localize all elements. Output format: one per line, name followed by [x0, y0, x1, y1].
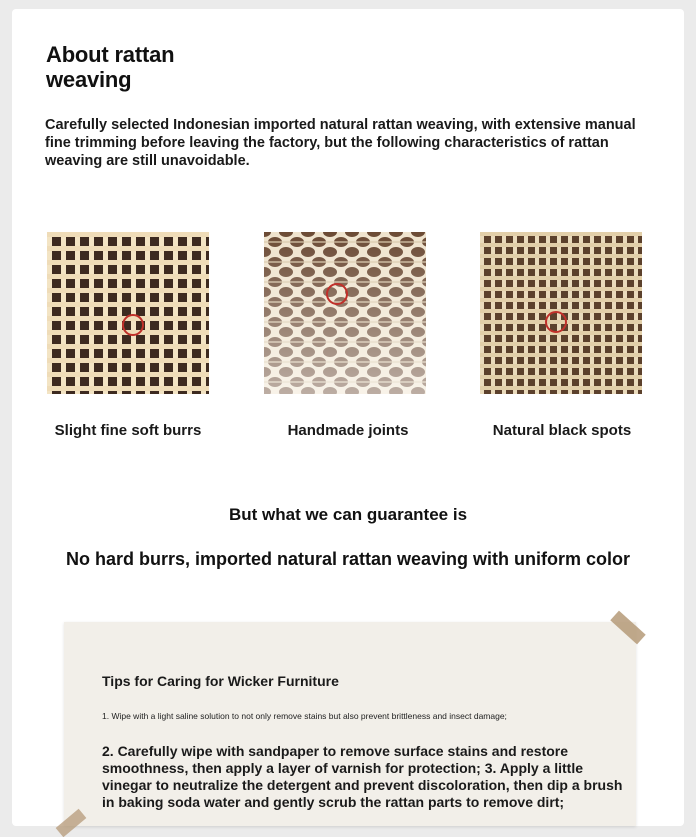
caption-soft-burrs: Slight fine soft burrs — [54, 422, 202, 439]
caption-black-spots: Natural black spots — [492, 422, 632, 439]
square-weave-photo — [47, 232, 209, 394]
intro-text: Carefully selected Indonesian imported natural rattan weaving, with extensive manual fine trimming before leaving the factory, but the following characteristics of rattan weaving are still unavoidable. — [45, 117, 636, 169]
tips-title: Tips for Caring for Wicker Furniture — [102, 673, 339, 689]
guarantee-statement: No hard burrs, imported natural rattan weaving with uniform color — [65, 549, 631, 569]
content-card — [12, 9, 684, 826]
guarantee-heading: But what we can guarantee is — [228, 505, 468, 524]
care-tips-note — [64, 622, 636, 826]
tip-item-2: 2. Carefully wipe with sandpaper to remove surface stains and restore smoothness, then apply a layer of varnish for protection; 3. Apply a little vinegar to neutralize the detergent and prevent discoloration, then dip a brush in baking soda water and gently scrub the rattan parts to remove dirt; — [102, 743, 623, 810]
tip-item-1: 1. Wipe with a light saline solution to not only remove stains but also prevent brittleness and insect damage; — [102, 711, 507, 721]
caption-handmade-joints: Handmade joints — [287, 422, 409, 439]
dense-weave-photo — [480, 232, 642, 394]
section-title: About rattan weaving — [46, 42, 175, 92]
hexagonal-weave-image — [264, 232, 426, 394]
hexagonal-weave-photo — [264, 232, 426, 394]
square-weave-image — [47, 232, 209, 394]
dense-weave-image — [480, 232, 642, 394]
